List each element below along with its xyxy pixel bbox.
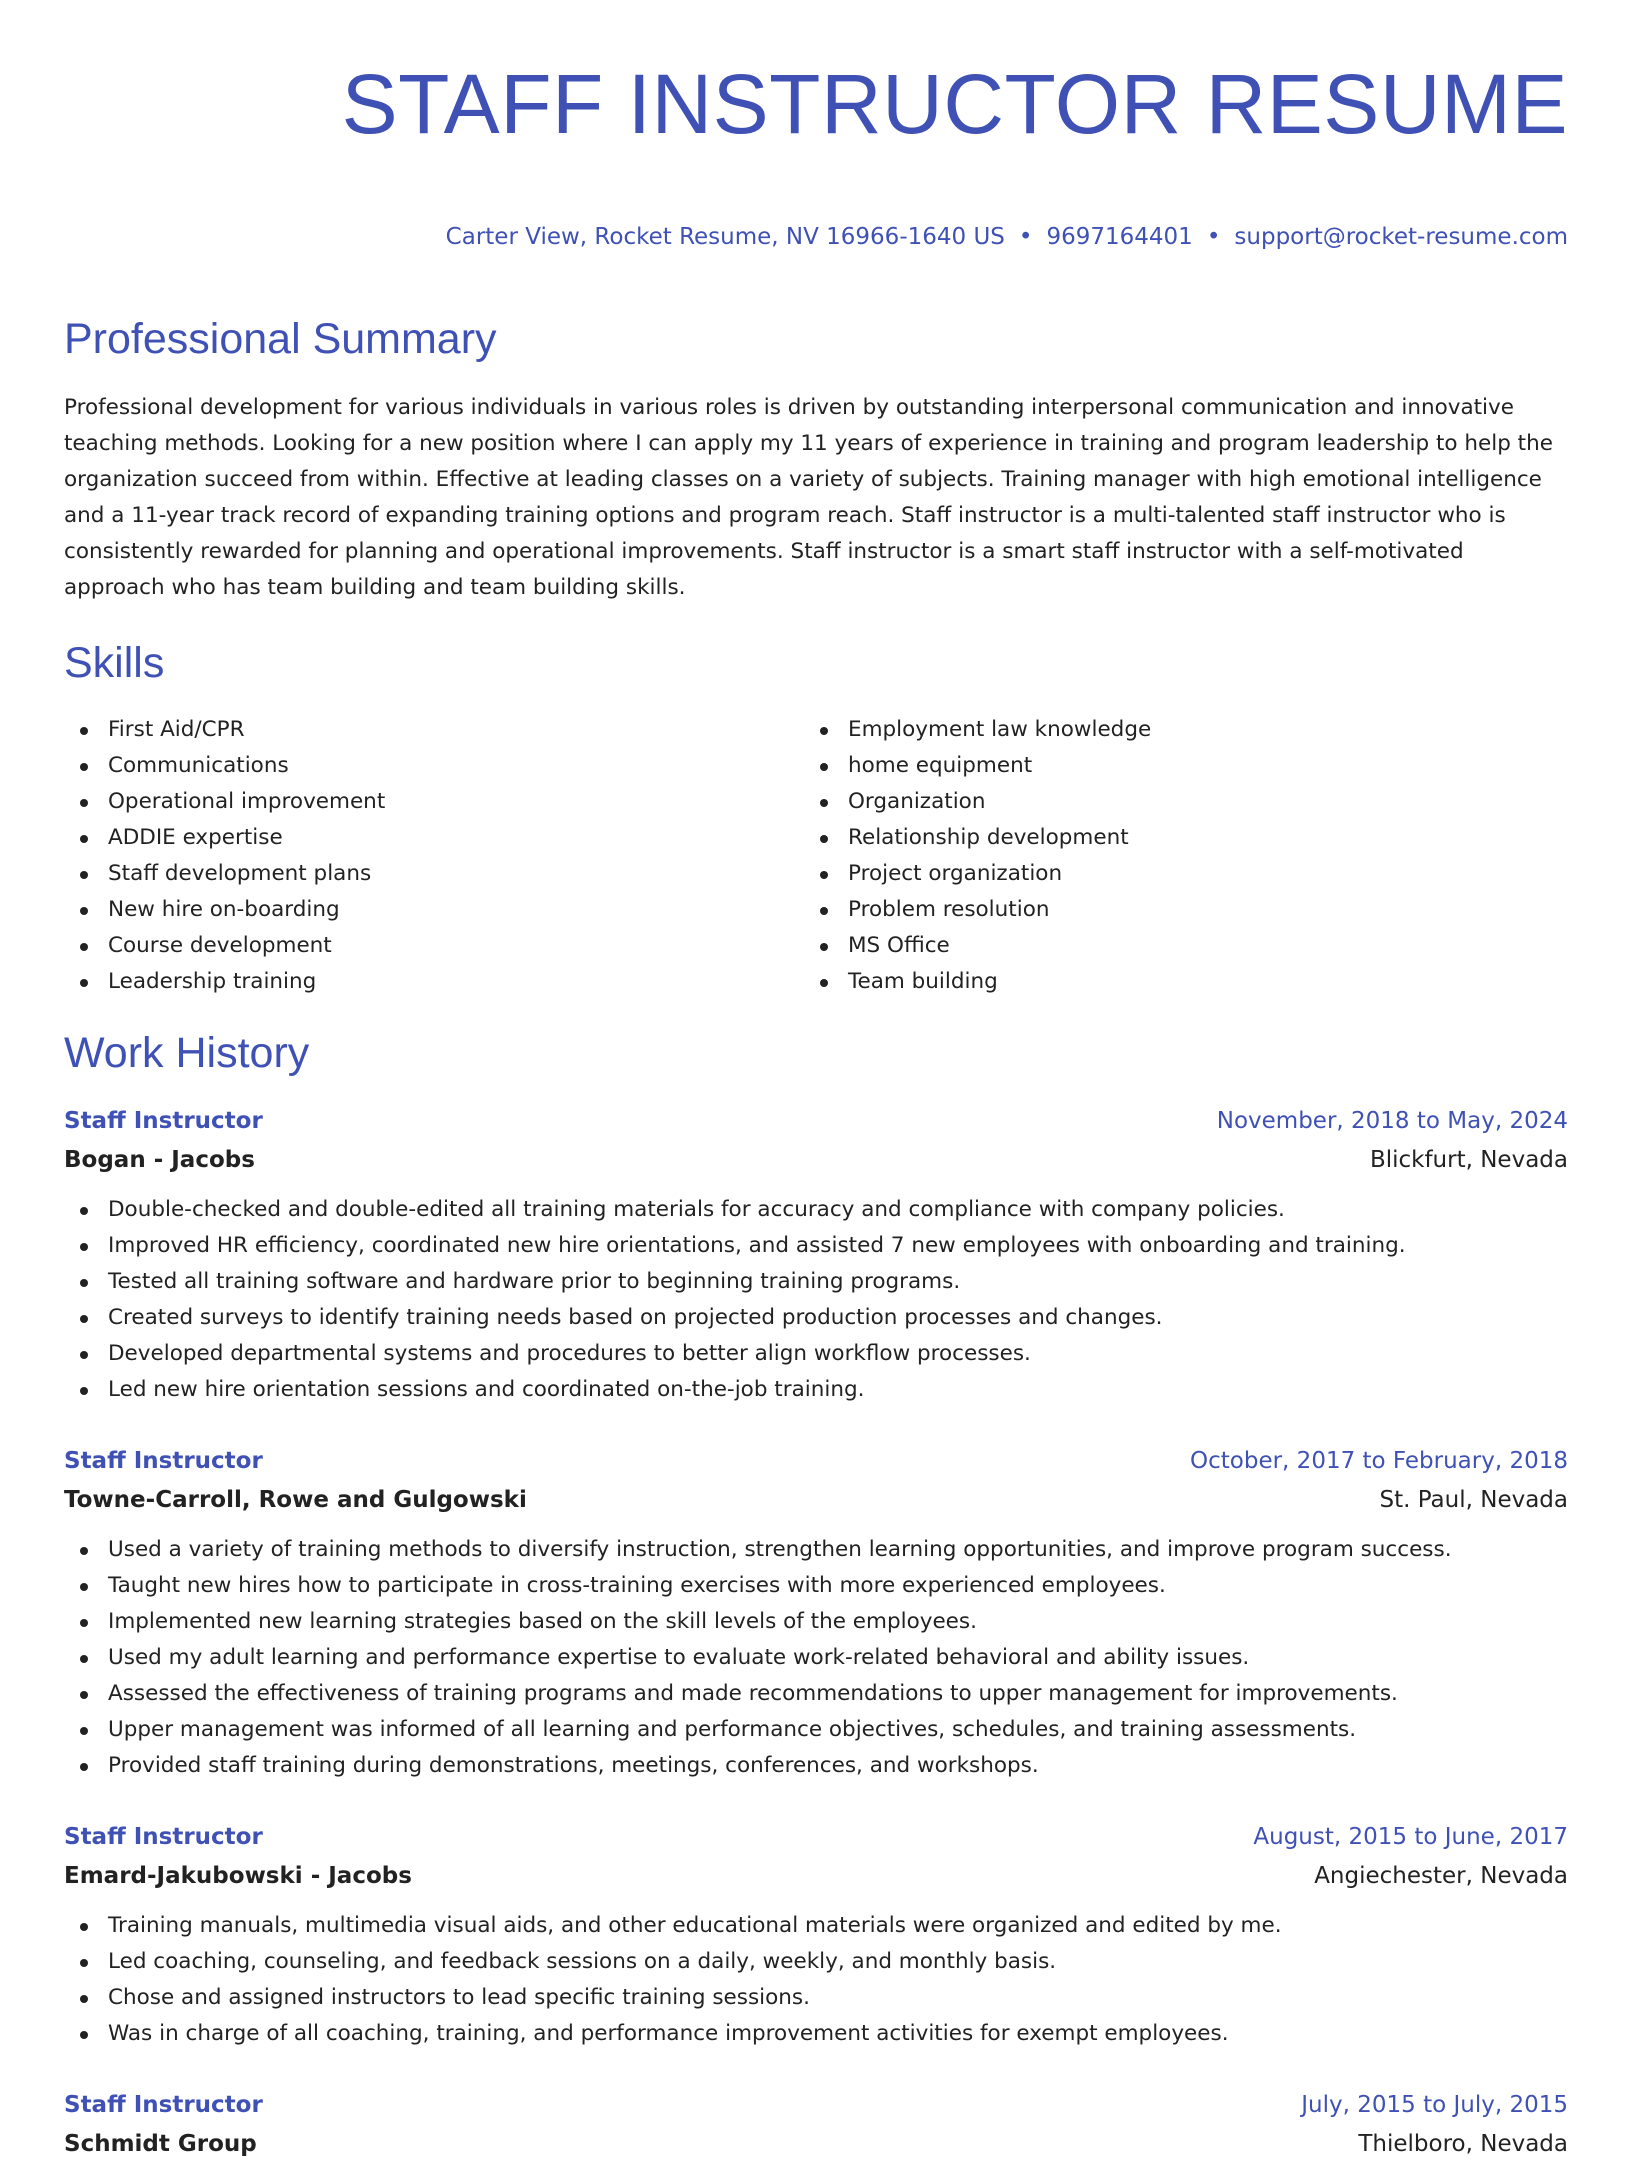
list-item: Project organization xyxy=(804,856,1544,892)
list-item: Taught new hires how to participate in cross-training exercises with more experienced employees. xyxy=(64,1568,1568,1604)
list-item: Implemented new learning strategies based on the skill levels of the employees. xyxy=(64,1604,1568,1640)
resume-title: STAFF INSTRUCTOR RESUME xyxy=(341,57,1568,151)
job-company-row xyxy=(64,1140,1568,1180)
list-item: MS Office xyxy=(804,928,1544,964)
contact-email: support@rocket-resume.com xyxy=(1234,224,1568,250)
list-item: Employment law knowledge xyxy=(804,712,1544,748)
skills-heading: Skills xyxy=(64,639,165,687)
list-item: First Aid/CPR xyxy=(64,712,804,748)
skills-column-right xyxy=(804,712,1544,1000)
job-bullets xyxy=(64,1908,1568,2052)
work-heading: Work History xyxy=(64,1029,310,1077)
job-company: Emard-Jakubowski - Jacobs xyxy=(64,1863,412,1889)
job-bullets xyxy=(64,1532,1568,1784)
summary-section xyxy=(64,314,1568,606)
list-item: Used my adult learning and performance expertise to evaluate work-related behavioral and ability issues. xyxy=(64,1640,1568,1676)
list-item: Problem resolution xyxy=(804,892,1544,928)
job-company: Towne-Carroll, Rowe and Gulgowski xyxy=(64,1487,527,1513)
list-item: Upper management was informed of all learning and performance objectives, schedules, and training assessments. xyxy=(64,1712,1568,1748)
list-item: New hire on-boarding xyxy=(64,892,804,928)
job-entry xyxy=(64,2086,1568,2164)
job-title-row xyxy=(64,1442,1568,1480)
skills-section xyxy=(64,638,1568,1000)
job-title-row xyxy=(64,2086,1568,2124)
job-entry xyxy=(64,1442,1568,1784)
job-company-row xyxy=(64,1856,1568,1896)
list-item: ADDIE expertise xyxy=(64,820,804,856)
job-title-row xyxy=(64,1102,1568,1140)
list-item: Leadership training xyxy=(64,964,804,1000)
job-dates: November, 2018 to May, 2024 xyxy=(1216,1108,1568,1134)
list-item: Assessed the effectiveness of training programs and made recommendations to upper management for improvements. xyxy=(64,1676,1568,1712)
list-item: Training manuals, multimedia visual aids, and other educational materials were organized and edited by me. xyxy=(64,1908,1568,1944)
contact-separator: • xyxy=(1206,224,1221,250)
list-item: Chose and assigned instructors to lead specific training sessions. xyxy=(64,1980,1568,2016)
list-item: Double-checked and double-edited all training materials for accuracy and compliance with company policies. xyxy=(64,1192,1568,1228)
job-dates: August, 2015 to June, 2017 xyxy=(1253,1824,1568,1850)
job-title-row xyxy=(64,1818,1568,1856)
list-item: Relationship development xyxy=(804,820,1544,856)
summary-heading: Professional Summary xyxy=(64,315,497,363)
list-item: Improved HR efficiency, coordinated new hire orientations, and assisted 7 new employees with onboarding and training. xyxy=(64,1228,1568,1264)
contact-separator: • xyxy=(1018,224,1033,250)
list-item: Operational improvement xyxy=(64,784,804,820)
list-item: Led coaching, counseling, and feedback sessions on a daily, weekly, and monthly basis. xyxy=(64,1944,1568,1980)
list-item: Provided staff training during demonstrations, meetings, conferences, and workshops. xyxy=(64,1748,1568,1784)
job-location: Blickfurt, Nevada xyxy=(1369,1147,1568,1173)
skills-column-left xyxy=(64,712,804,1000)
skills-list xyxy=(64,712,1568,1000)
job-title: Staff Instructor xyxy=(64,2092,263,2118)
resume-header xyxy=(64,0,1568,252)
job-company: Schmidt Group xyxy=(64,2131,257,2157)
job-entry xyxy=(64,1818,1568,2052)
job-title: Staff Instructor xyxy=(64,1108,263,1134)
job-location: Thielboro, Nevada xyxy=(1358,2131,1568,2157)
job-entry xyxy=(64,1102,1568,1408)
job-title: Staff Instructor xyxy=(64,1448,263,1474)
list-item: Staff development plans xyxy=(64,856,804,892)
job-bullets xyxy=(64,1192,1568,1408)
job-title: Staff Instructor xyxy=(64,1824,263,1850)
contact-address: Carter View, Rocket Resume, NV 16966-1640 US xyxy=(445,224,1005,250)
job-location: St. Paul, Nevada xyxy=(1379,1487,1568,1513)
list-item: Was in charge of all coaching, training, and performance improvement activities for exempt employees. xyxy=(64,2016,1568,2052)
list-item: Created surveys to identify training needs based on projected production processes and changes. xyxy=(64,1300,1568,1336)
contact-line xyxy=(64,222,1568,252)
work-section xyxy=(64,1028,1568,2164)
job-location: Angiechester, Nevada xyxy=(1314,1863,1568,1889)
list-item: Tested all training software and hardware prior to beginning training programs. xyxy=(64,1264,1568,1300)
list-item: Organization xyxy=(804,784,1544,820)
list-item: home equipment xyxy=(804,748,1544,784)
list-item: Communications xyxy=(64,748,804,784)
list-item: Course development xyxy=(64,928,804,964)
list-item: Used a variety of training methods to diversify instruction, strengthen learning opportunities, and improve program success. xyxy=(64,1532,1568,1568)
summary-text: Professional development for various individuals in various roles is driven by outstanding interpersonal communication and innovative teaching methods. Looking for a new position where I can apply my 11 years of experience in training and program leadership to help the organization succeed from within. Effective at leading classes on a variety of subjects. Training manager with high emotional intelligence and a 11-year track record of expanding training options and program reach. Staff instructor is a multi-talented staff instructor who is consistently rewarded for planning and operational improvements. Staff instructor is a smart staff instructor with a self-motivated approach who has team building and team building skills. xyxy=(64,395,1553,600)
jobs-list xyxy=(64,1102,1568,2164)
job-company-row xyxy=(64,1480,1568,1520)
list-item: Developed departmental systems and procedures to better align workflow processes. xyxy=(64,1336,1568,1372)
job-company-row xyxy=(64,2124,1568,2164)
job-dates: October, 2017 to February, 2018 xyxy=(1190,1448,1568,1474)
contact-phone: 9697164401 xyxy=(1046,224,1193,250)
list-item: Team building xyxy=(804,964,1544,1000)
job-dates: July, 2015 to July, 2015 xyxy=(1301,2092,1568,2118)
list-item: Led new hire orientation sessions and coordinated on-the-job training. xyxy=(64,1372,1568,1408)
job-company: Bogan - Jacobs xyxy=(64,1147,255,1173)
